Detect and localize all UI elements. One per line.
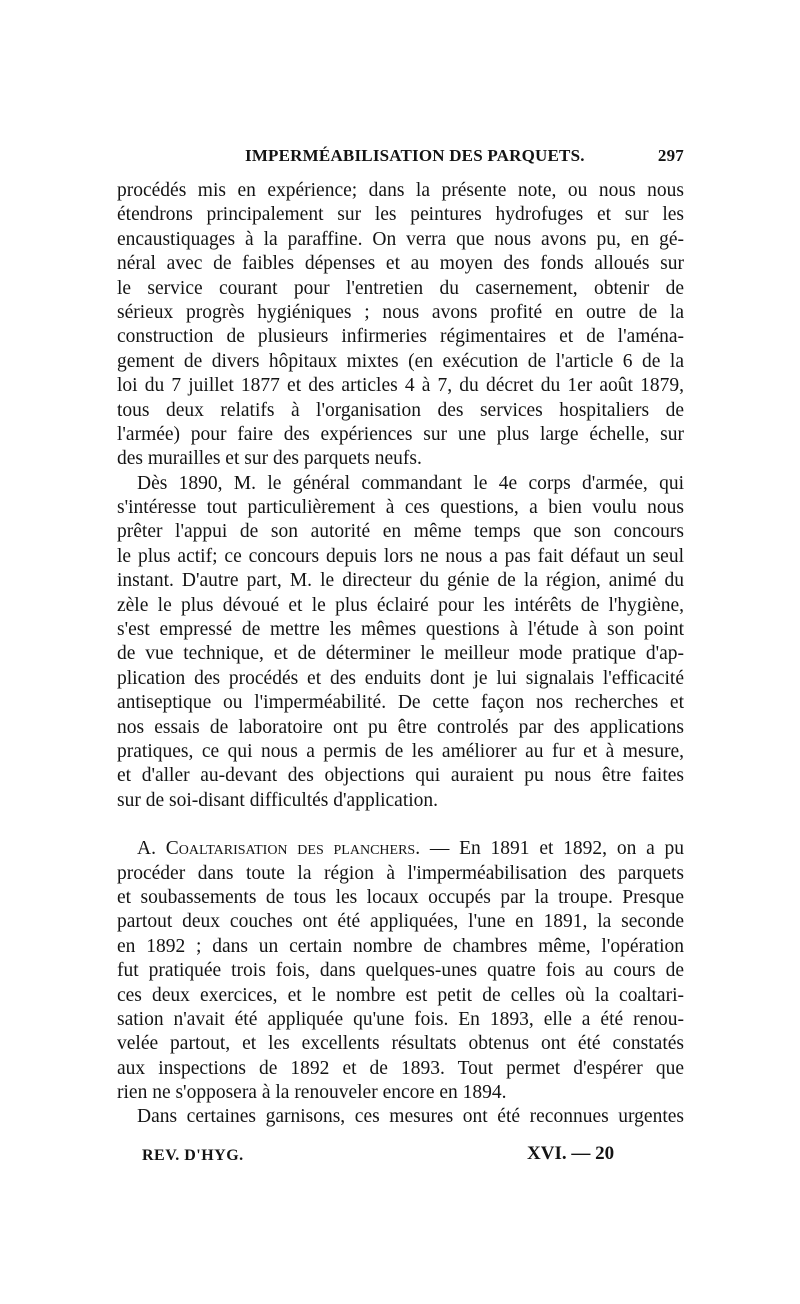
running-title: IMPERMÉABILISATION DES PARQUETS. [245,146,585,165]
page-number: 297 [657,146,684,165]
paragraph-1 [117,179,684,472]
journal-signature: REV. D'HYG. [142,1147,244,1164]
paragraph-4 [117,1105,684,1129]
text-line: gement de divers hôpitaux mixtes (en exécution de l'article 6 de la [117,350,684,372]
text-line: en 1892 ; dans un certain nombre de chambres même, l'opération [117,935,684,957]
text-line: rien ne s'opposera à la renouveler encore en 1894. [117,1082,507,1104]
section-first-line: — En 1891 et 1892, on a pu [420,838,684,860]
paragraph-3 [117,837,684,1105]
text-line: l'armée) pour faire des expériences sur une plus large échelle, sur [117,423,684,445]
text-line: loi du 7 juillet 1877 et des articles 4 à 7, du décret du 1er août 1879, [117,375,684,397]
text-line: velée partout, et les excellents résultats obtenus ont été constatés [117,1033,684,1055]
text-line: procéder dans toute la région à l'imperméabilisation des parquets [117,862,684,884]
text-line: nos essais de laboratoire ont pu être controlés par des applications [117,716,684,738]
text-line: et d'aller au-devant des objections qui auraient pu nous être faites [117,765,684,787]
body-text [117,179,684,1130]
text-line: encaustiquages à la paraffine. On verra que nous avons pu, en gé- [117,228,684,250]
text-line: sérieux progrès hygiéniques ; nous avons profité en outre de la [117,301,684,323]
paragraph-gap [117,813,684,837]
text-line: de vue technique, et de déterminer le meilleur mode pratique d'ap- [117,643,684,665]
text-line: le plus actif; ce concours depuis lors ne nous a pas fait défaut un seul [117,545,684,567]
text-line: plication des procédés et des enduits dont je lui signalais l'efficacité [117,667,684,689]
text-line: s'intéresse tout particulièrement à ces questions, a bien voulu nous [117,497,684,519]
paragraph-2 [117,472,684,813]
text-line: Dès 1890, M. le général commandant le 4e corps d'armée, qui [137,472,684,494]
text-line: le service courant pour l'entretien du casernement, obtenir de [117,277,684,299]
text-line: procédés mis en expérience; dans la présente note, ou nous nous [117,180,684,201]
text-line: étendrons principalement sur les peintures hydrofuges et sur les [117,204,684,226]
text-line: antiseptique ou l'imperméabilité. De cette façon nos recherches et [117,692,684,714]
page-footer [117,1143,684,1169]
text-line: aux inspections de 1892 et de 1893. Tout permet d'espérer que [117,1057,684,1079]
text-line: s'est empressé de mettre les mêmes questions à l'étude à son point [117,619,684,641]
text-line: partout deux couches ont été appliquées, l'une en 1891, la seconde [117,911,684,933]
volume-signature: XVI. — 20 [527,1143,615,1164]
text-line: des murailles et sur des parquets neufs. [117,448,422,470]
text-line: construction de plusieurs infirmeries régimentaires et de l'aména- [117,326,684,348]
text-line: prêter l'appui de son autorité en même temps que son concours [117,521,684,543]
section-heading: A. Coaltarisation des planchers. [137,838,421,860]
text-line: pratiques, ce qui nous a permis de les améliorer au fur et à mesure, [117,740,684,762]
running-header [117,146,684,170]
text-line: néral avec de faibles dépenses et au moyen des fonds alloués sur [117,253,684,275]
text-line: sur de soi-disant difficultés d'application. [117,789,439,811]
text-line: sation n'avait été appliquée qu'une fois. En 1893, elle a été renou- [117,1008,684,1030]
text-line: fut pratiquée trois fois, dans quelques-unes quatre fois au cours de [117,960,684,982]
text-line: ces deux exercices, et le nombre est petit de celles où la coaltari- [117,984,684,1006]
text-line: Dans certaines garnisons, ces mesures ont été reconnues urgentes [137,1106,684,1128]
text-line: et soubassements de tous les locaux occupés par la troupe. Presque [117,886,684,908]
text-line [117,837,684,861]
text-line: instant. D'autre part, M. le directeur du génie de la région, animé du [117,570,684,592]
text-line: zèle le plus dévoué et le plus éclairé pour les intérêts de l'hygiène, [117,594,684,616]
text-line: tous deux relatifs à l'organisation des services hospitaliers de [117,399,684,421]
